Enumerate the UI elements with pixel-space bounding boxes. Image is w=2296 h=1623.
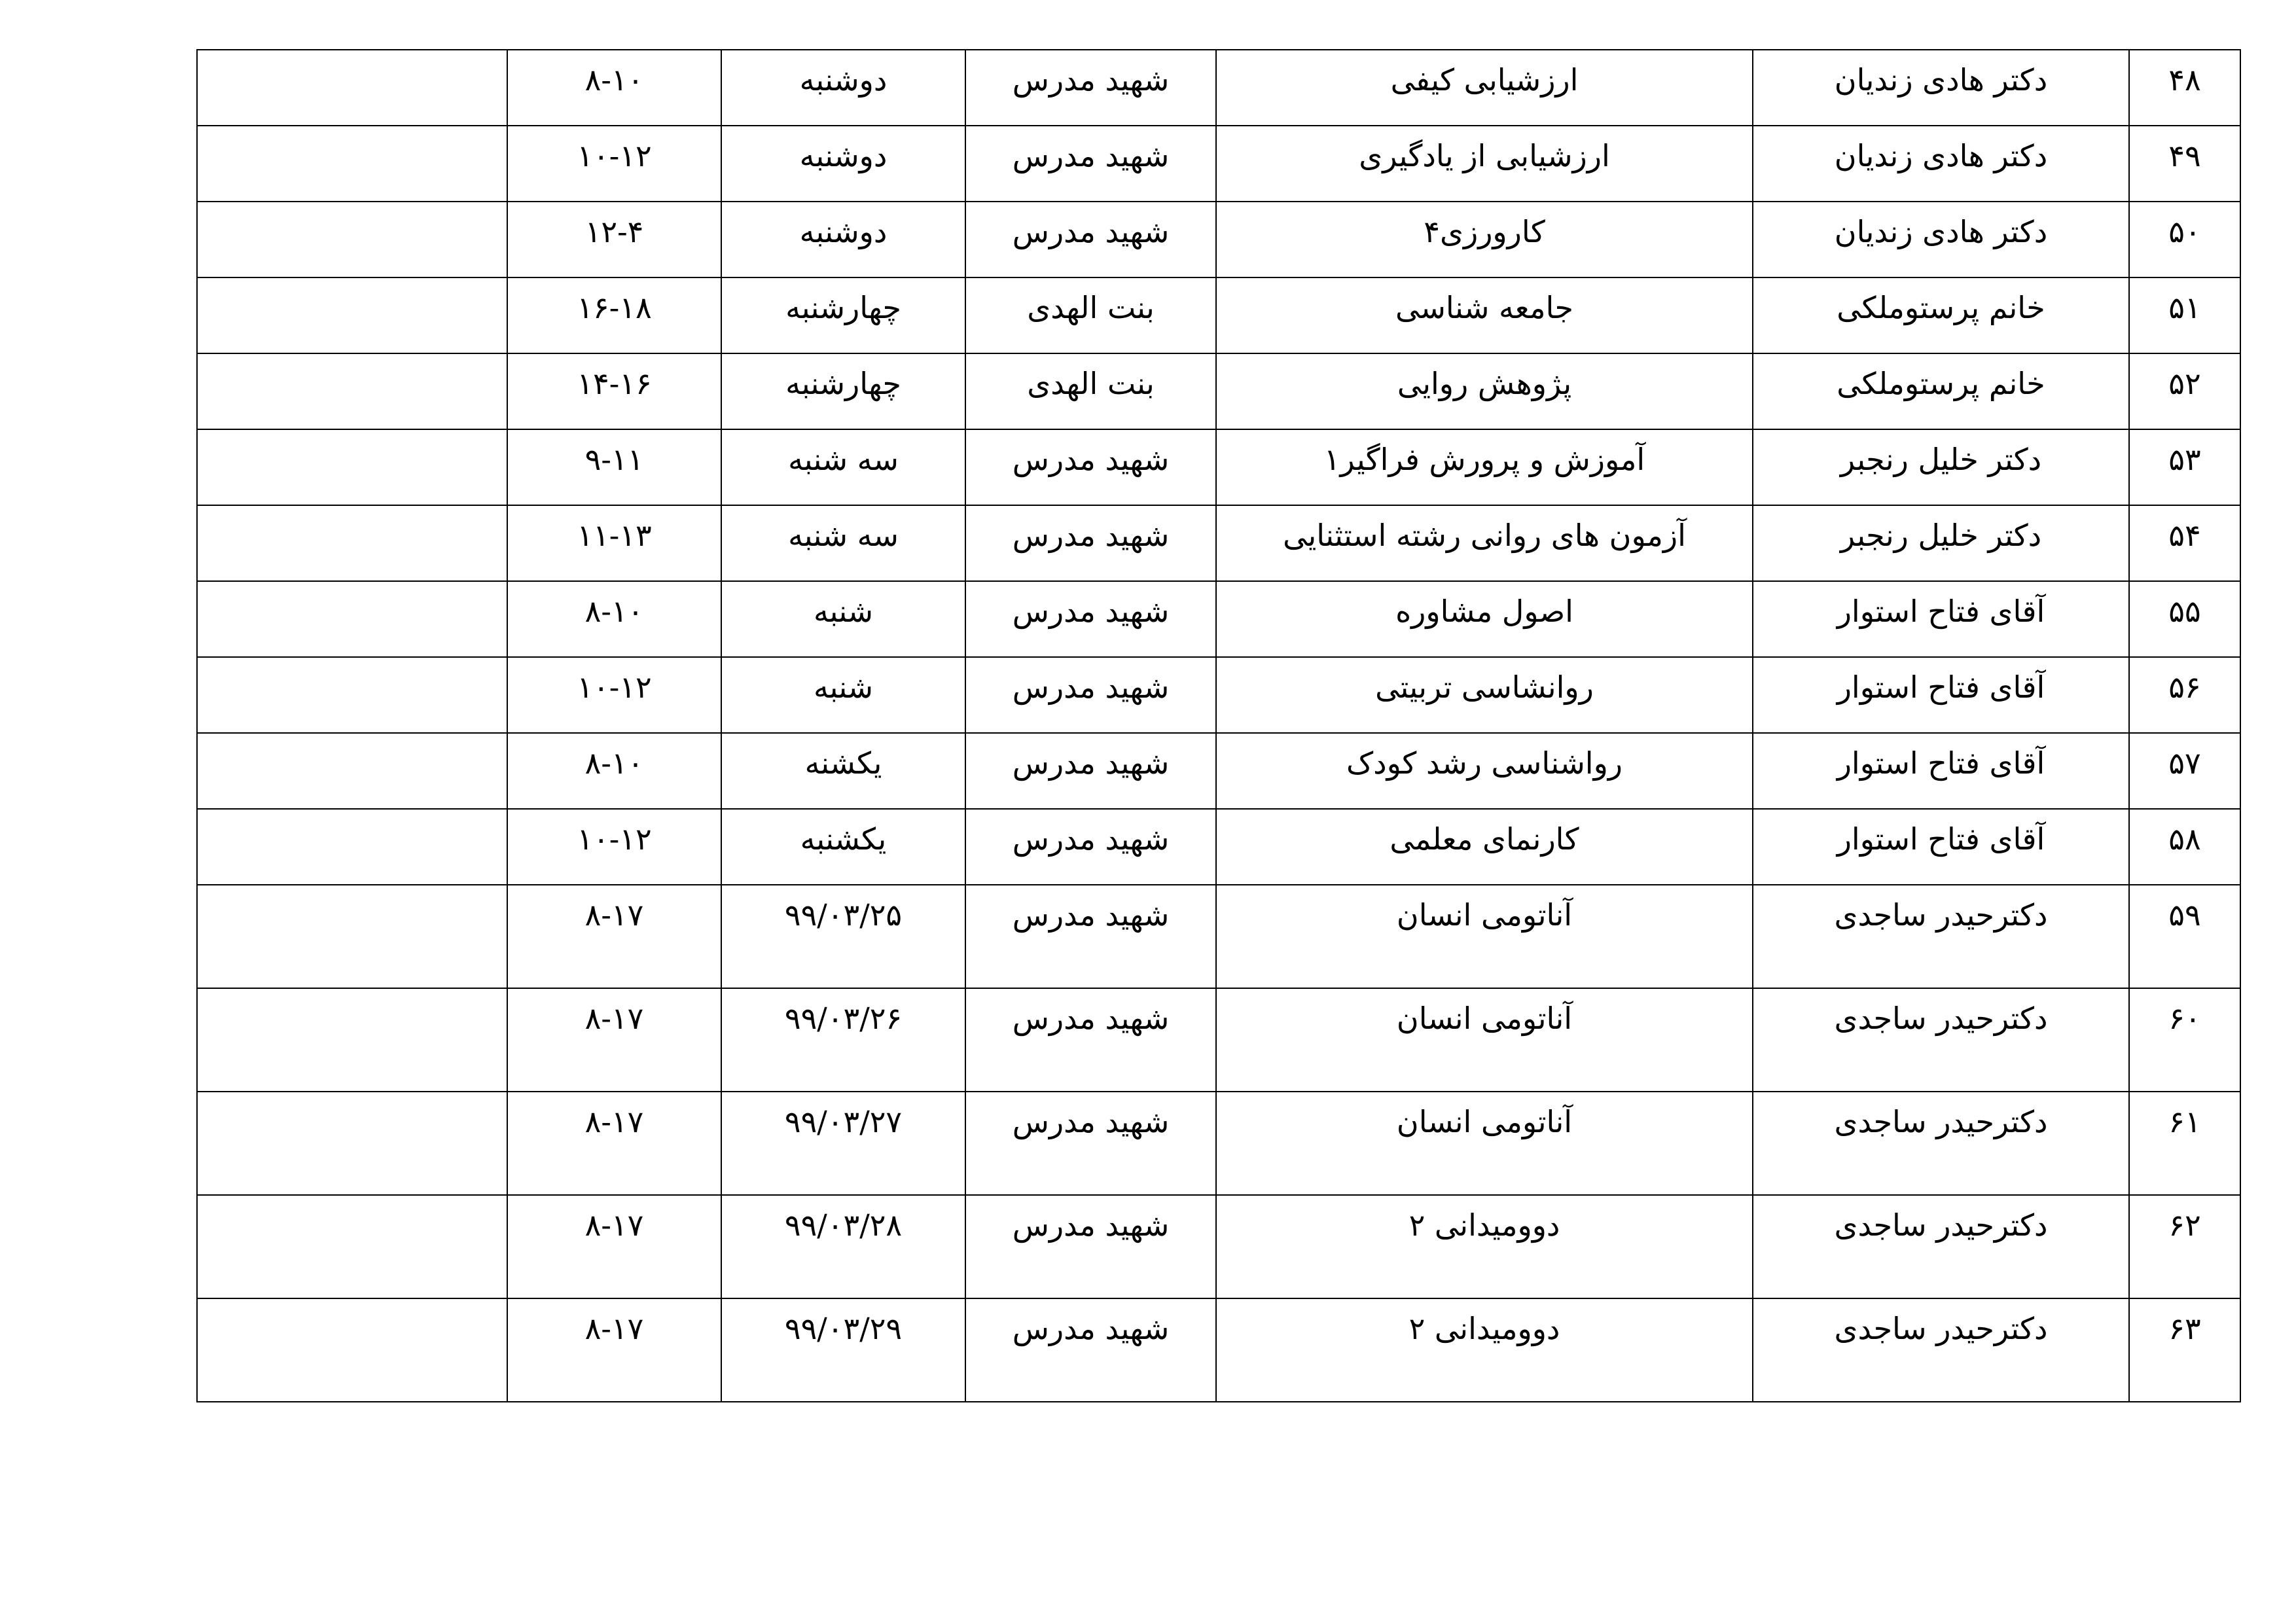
table-row xyxy=(197,885,2240,988)
teacher-cell: آقای فتاح استوار xyxy=(1753,809,2129,885)
teacher-cell: خانم پرستوملکی xyxy=(1753,353,2129,429)
time-cell: ۹-۱۱ xyxy=(507,429,721,505)
course-cell: دوومیدانی ۲ xyxy=(1216,1195,1753,1298)
teacher-cell: دکتر خلیل رنجبر xyxy=(1753,429,2129,505)
course-cell: دوومیدانی ۲ xyxy=(1216,1298,1753,1402)
notes-cell xyxy=(197,126,507,202)
table-row xyxy=(197,733,2240,809)
time-cell: ۸-۱۰ xyxy=(507,50,721,126)
location-cell: شهید مدرس xyxy=(965,809,1216,885)
time-cell: ۸-۱۰ xyxy=(507,581,721,657)
row-number-cell: ۵۸ xyxy=(2129,809,2240,885)
day-cell: ۹۹/۰۳/۲۶ xyxy=(721,988,965,1092)
row-number-cell: ۶۳ xyxy=(2129,1298,2240,1402)
time-cell: ۱۴-۱۶ xyxy=(507,353,721,429)
location-cell: شهید مدرس xyxy=(965,988,1216,1092)
course-cell: کارنمای معلمی xyxy=(1216,809,1753,885)
row-number-cell: ۶۱ xyxy=(2129,1092,2240,1195)
teacher-cell: دکترحیدر ساجدی xyxy=(1753,1195,2129,1298)
notes-cell xyxy=(197,202,507,277)
row-number-cell: ۵۶ xyxy=(2129,657,2240,733)
notes-cell xyxy=(197,429,507,505)
teacher-cell: دکتر هادی زندیان xyxy=(1753,202,2129,277)
teacher-cell: دکتر هادی زندیان xyxy=(1753,50,2129,126)
schedule-table-body xyxy=(197,50,2240,1402)
location-cell: بنت الهدی xyxy=(965,353,1216,429)
teacher-cell: دکترحیدر ساجدی xyxy=(1753,988,2129,1092)
class-schedule-table xyxy=(196,49,2241,1402)
table-row xyxy=(197,429,2240,505)
row-number-cell: ۴۸ xyxy=(2129,50,2240,126)
location-cell: شهید مدرس xyxy=(965,657,1216,733)
teacher-cell: آقای فتاح استوار xyxy=(1753,581,2129,657)
notes-cell xyxy=(197,50,507,126)
table-row xyxy=(197,505,2240,581)
day-cell: دوشنبه xyxy=(721,202,965,277)
notes-cell xyxy=(197,1195,507,1298)
location-cell: بنت الهدی xyxy=(965,277,1216,353)
table-row xyxy=(197,988,2240,1092)
time-cell: ۱۱-۱۳ xyxy=(507,505,721,581)
table-row xyxy=(197,1092,2240,1195)
location-cell: شهید مدرس xyxy=(965,202,1216,277)
time-cell: ۱۲-۴ xyxy=(507,202,721,277)
location-cell: شهید مدرس xyxy=(965,1092,1216,1195)
day-cell: شنبه xyxy=(721,581,965,657)
course-cell: کارورزی۴ xyxy=(1216,202,1753,277)
day-cell: ۹۹/۰۳/۲۹ xyxy=(721,1298,965,1402)
day-cell: سه شنبه xyxy=(721,429,965,505)
teacher-cell: خانم پرستوملکی xyxy=(1753,277,2129,353)
day-cell: ۹۹/۰۳/۲۷ xyxy=(721,1092,965,1195)
notes-cell xyxy=(197,581,507,657)
notes-cell xyxy=(197,353,507,429)
course-cell: رواشناسی رشد کودک xyxy=(1216,733,1753,809)
row-number-cell: ۵۷ xyxy=(2129,733,2240,809)
time-cell: ۸-۱۷ xyxy=(507,1195,721,1298)
time-cell: ۱۰-۱۲ xyxy=(507,657,721,733)
course-cell: آناتومی انسان xyxy=(1216,885,1753,988)
course-cell: پژوهش روایی xyxy=(1216,353,1753,429)
schedule-sheet xyxy=(196,49,2240,1402)
teacher-cell: دکتر خلیل رنجبر xyxy=(1753,505,2129,581)
day-cell: دوشنبه xyxy=(721,50,965,126)
location-cell: شهید مدرس xyxy=(965,581,1216,657)
day-cell: دوشنبه xyxy=(721,126,965,202)
time-cell: ۸-۱۷ xyxy=(507,1092,721,1195)
notes-cell xyxy=(197,885,507,988)
location-cell: شهید مدرس xyxy=(965,429,1216,505)
time-cell: ۸-۱۷ xyxy=(507,988,721,1092)
location-cell: شهید مدرس xyxy=(965,126,1216,202)
time-cell: ۱۰-۱۲ xyxy=(507,126,721,202)
table-row xyxy=(197,1195,2240,1298)
day-cell: ۹۹/۰۳/۲۸ xyxy=(721,1195,965,1298)
row-number-cell: ۵۰ xyxy=(2129,202,2240,277)
table-row xyxy=(197,202,2240,277)
day-cell: ۹۹/۰۳/۲۵ xyxy=(721,885,965,988)
table-row xyxy=(197,809,2240,885)
notes-cell xyxy=(197,277,507,353)
notes-cell xyxy=(197,505,507,581)
notes-cell xyxy=(197,733,507,809)
notes-cell xyxy=(197,1298,507,1402)
row-number-cell: ۶۲ xyxy=(2129,1195,2240,1298)
course-cell: ارزشیابی از یادگیری xyxy=(1216,126,1753,202)
day-cell: سه شنبه xyxy=(721,505,965,581)
day-cell: یکشنبه xyxy=(721,809,965,885)
time-cell: ۸-۱۰ xyxy=(507,733,721,809)
teacher-cell: آقای فتاح استوار xyxy=(1753,657,2129,733)
table-row xyxy=(197,581,2240,657)
table-row xyxy=(197,50,2240,126)
time-cell: ۱۰-۱۲ xyxy=(507,809,721,885)
table-row xyxy=(197,657,2240,733)
course-cell: آزمون های روانی رشته استثنایی xyxy=(1216,505,1753,581)
row-number-cell: ۵۱ xyxy=(2129,277,2240,353)
day-cell: چهارشنبه xyxy=(721,353,965,429)
location-cell: شهید مدرس xyxy=(965,1195,1216,1298)
row-number-cell: ۵۴ xyxy=(2129,505,2240,581)
teacher-cell: دکترحیدر ساجدی xyxy=(1753,1092,2129,1195)
row-number-cell: ۵۹ xyxy=(2129,885,2240,988)
row-number-cell: ۶۰ xyxy=(2129,988,2240,1092)
row-number-cell: ۵۳ xyxy=(2129,429,2240,505)
course-cell: ارزشیابی کیفی xyxy=(1216,50,1753,126)
notes-cell xyxy=(197,988,507,1092)
course-cell: آناتومی انسان xyxy=(1216,988,1753,1092)
location-cell: شهید مدرس xyxy=(965,733,1216,809)
location-cell: شهید مدرس xyxy=(965,1298,1216,1402)
day-cell: شنبه xyxy=(721,657,965,733)
time-cell: ۸-۱۷ xyxy=(507,1298,721,1402)
time-cell: ۱۶-۱۸ xyxy=(507,277,721,353)
row-number-cell: ۵۵ xyxy=(2129,581,2240,657)
course-cell: آموزش و پرورش فراگیر۱ xyxy=(1216,429,1753,505)
table-row xyxy=(197,353,2240,429)
teacher-cell: دکترحیدر ساجدی xyxy=(1753,885,2129,988)
teacher-cell: آقای فتاح استوار xyxy=(1753,733,2129,809)
time-cell: ۸-۱۷ xyxy=(507,885,721,988)
table-row xyxy=(197,277,2240,353)
day-cell: چهارشنبه xyxy=(721,277,965,353)
location-cell: شهید مدرس xyxy=(965,50,1216,126)
course-cell: اصول مشاوره xyxy=(1216,581,1753,657)
location-cell: شهید مدرس xyxy=(965,885,1216,988)
course-cell: روانشاسی تربیتی xyxy=(1216,657,1753,733)
notes-cell xyxy=(197,1092,507,1195)
notes-cell xyxy=(197,809,507,885)
day-cell: یکشنه xyxy=(721,733,965,809)
table-row xyxy=(197,126,2240,202)
course-cell: جامعه شناسی xyxy=(1216,277,1753,353)
table-row xyxy=(197,1298,2240,1402)
teacher-cell: دکتر هادی زندیان xyxy=(1753,126,2129,202)
course-cell: آناتومی انسان xyxy=(1216,1092,1753,1195)
teacher-cell: دکترحیدر ساجدی xyxy=(1753,1298,2129,1402)
row-number-cell: ۵۲ xyxy=(2129,353,2240,429)
location-cell: شهید مدرس xyxy=(965,505,1216,581)
notes-cell xyxy=(197,657,507,733)
row-number-cell: ۴۹ xyxy=(2129,126,2240,202)
